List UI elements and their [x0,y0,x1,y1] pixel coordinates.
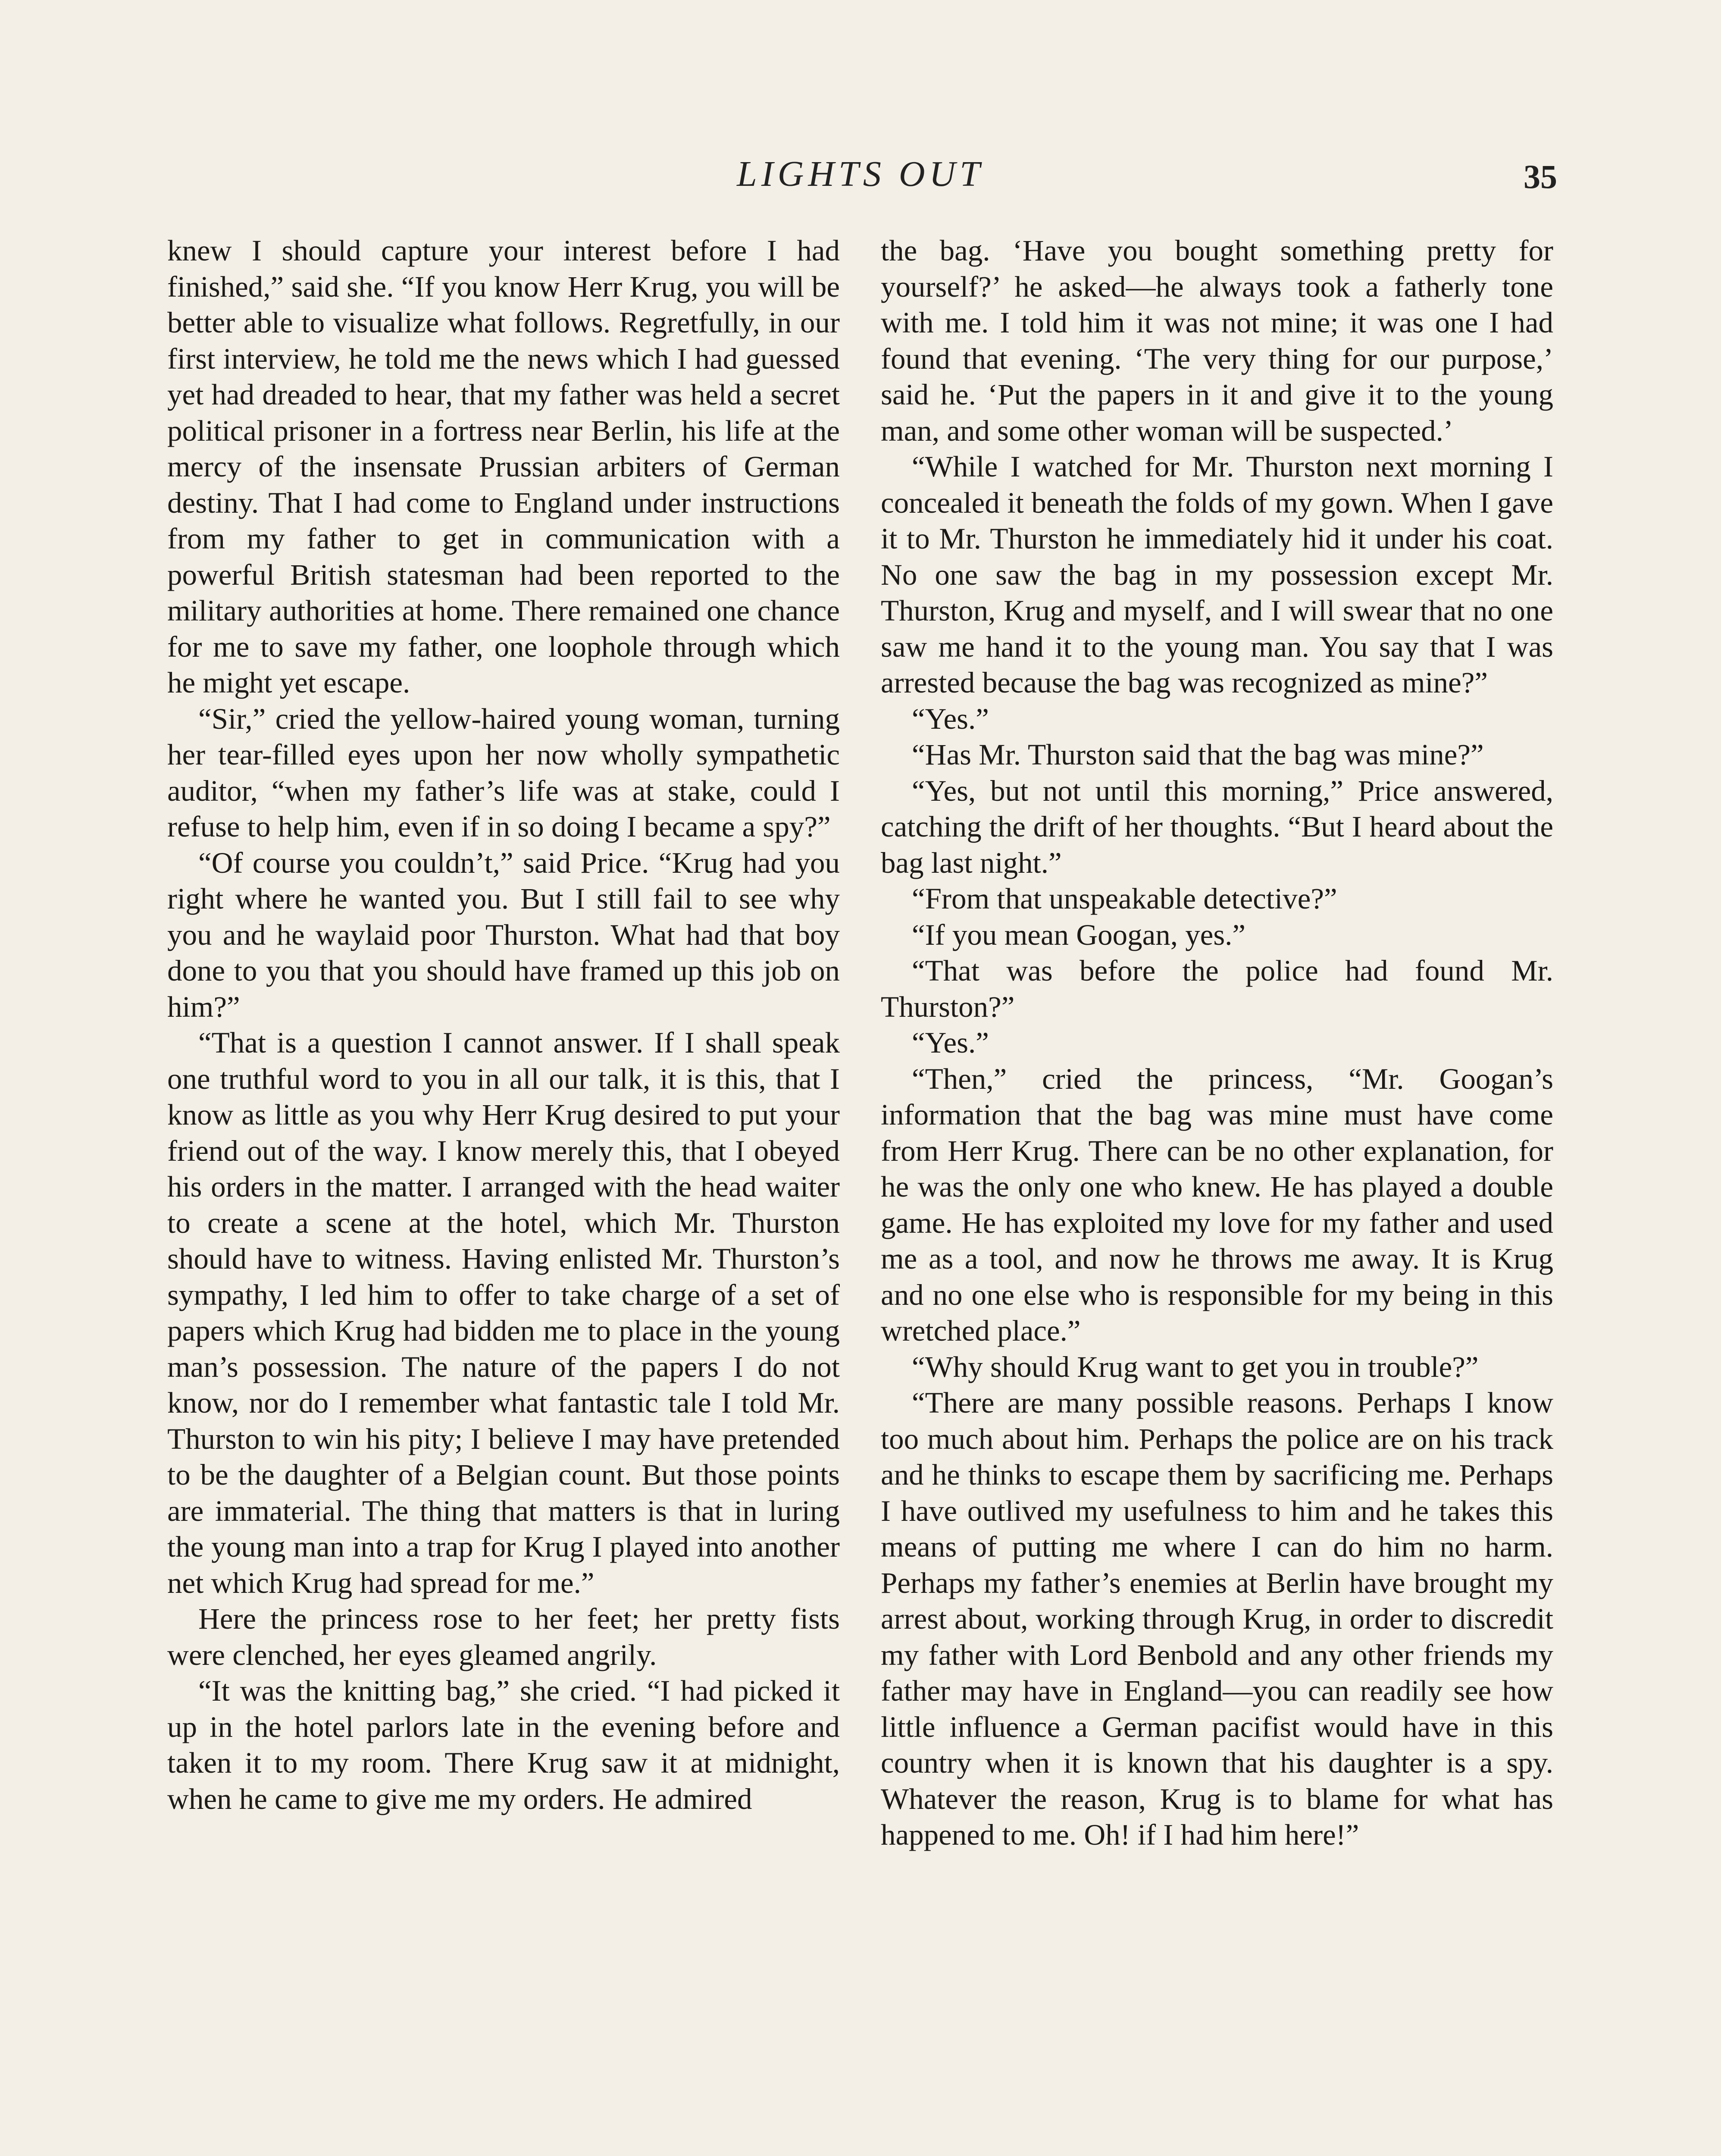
paragraph: Here the princess rose to her feet; her pretty fists were clenched, her eyes gleamed angrily. [167,1602,840,1671]
running-title: LIGHTS OUT [737,154,984,194]
paragraph: “Yes.” [912,702,989,735]
paragraph: knew I should capture your interest before I had finished,” said she. “If you know Herr Krug, you will be better able to visualize what follows. Regretfully, in our first interview, he told me the news which I had guessed yet had dreaded to hear, that my father was held a secret political prisoner in a fortress near Berlin, his life at the mercy of the insensate Prussian arbiters of German destiny. That I had come to England under instructions from my father to get in communication with a powerful British statesman had been reported to the military authorities at home. There remained one chance for me to save my father, one loophole through which he might yet escape. [167,234,840,699]
paragraph: “There are many possible reasons. Perhaps I know too much about him. Perhaps the police are on his track and he thinks to escape them by sacrificing me. Perhaps I have outlived my usefulness to him and he takes this means of putting me where I can do him no harm. Perhaps my father’s enemies at Berlin have brought my arrest about, working through Krug, in order to discredit my father with Lord Benbold and any other friends my father may have in England—you can readily see how little influence a German pacifist would have in this country when it is known that his daughter is a spy. Whatever the reason, Krug is to blame for what has happened to me. Oh! if I had him here!” [881,1386,1553,1851]
paragraph: “Has Mr. Thurston said that the bag was mine?” [912,738,1484,771]
paragraph: “While I watched for Mr. Thurston next morning I concealed it beneath the folds of my gown. When I gave it to Mr. Thurston he immediately hid it under his coat. No one saw the bag in my possession except Mr. Thurston, Krug and myself, and I will swear that no one saw me hand it to the young man. You say that I was arrested because the bag was recognized as mine?” [881,450,1553,699]
paragraph: “Yes.” [912,1026,989,1059]
right-column [881,233,1553,2156]
page-header [0,153,1721,205]
paragraph: “Then,” cried the princess, “Mr. Googan’s information that the bag was mine must have come from Herr Krug. There can be no other explanation, for he was the only one who knew. He has played a double game. He has exploited my love for my father and used me as a tool, and now he throws me away. It is Krug and no one else who is responsible for my being in this wretched place.” [881,1062,1553,1347]
paragraph: “Of course you couldn’t,” said Price. “Krug had you right where he wanted you. But I still fail to see why you and he waylaid poor Thurston. What had that boy done to you that you should have framed up this job on him?” [167,846,840,1023]
page-number: 35 [1524,158,1557,195]
paragraph: the bag. ‘Have you bought something pretty for yourself?’ he asked—he always took a fatherly tone with me. I told him it was not mine; it was one I had found that evening. ‘The very thing for our purpose,’ said he. ‘Put the papers in it and give it to the young man, and some other woman will be suspected.’ [881,234,1553,447]
paragraph: “Yes, but not until this morning,” Price answered, catching the drift of her thoughts. “But I heard about the bag last night.” [881,774,1553,879]
paragraph: “From that unspeakable detective?” [912,882,1337,915]
paragraph: “Why should Krug want to get you in trouble?” [912,1350,1479,1383]
paragraph: “Sir,” cried the yellow-haired young woman, turning her tear-filled eyes upon her now wholly sympathetic auditor, “when my father’s life was at stake, could I refuse to help him, even if in so doing I became a spy?” [167,702,840,843]
paragraph: “If you mean Googan, yes.” [912,918,1246,951]
paragraph: “It was the knitting bag,” she cried. “I had picked it up in the hotel parlors late in the evening before and taken it to my room. There Krug saw it at midnight, when he came to give me my orders. He admired [167,1674,840,1815]
left-column [167,233,840,2156]
paragraph: “That is a question I cannot answer. If I shall speak one truthful word to you in all our talk, it is this, that I know as little as you why Herr Krug desired to put your friend out of the way. I know merely this, that I obeyed his orders in the matter. I arranged with the head waiter to create a scene at the hotel, which Mr. Thurston should have to witness. Having enlisted Mr. Thurston’s sympathy, I led him to offer to take charge of a set of papers which Krug had bidden me to place in the young man’s possession. The nature of the papers I do not know, nor do I remember what fantastic tale I told Mr. Thurston to win his pity; I believe I may have pretended to be the daughter of a Belgian count. But those points are immaterial. The thing that matters is that in luring the young man into a trap for Krug I played into another net which Krug had spread for me.” [167,1026,840,1599]
paragraph: “That was before the police had found Mr. Thurston?” [881,954,1553,1023]
